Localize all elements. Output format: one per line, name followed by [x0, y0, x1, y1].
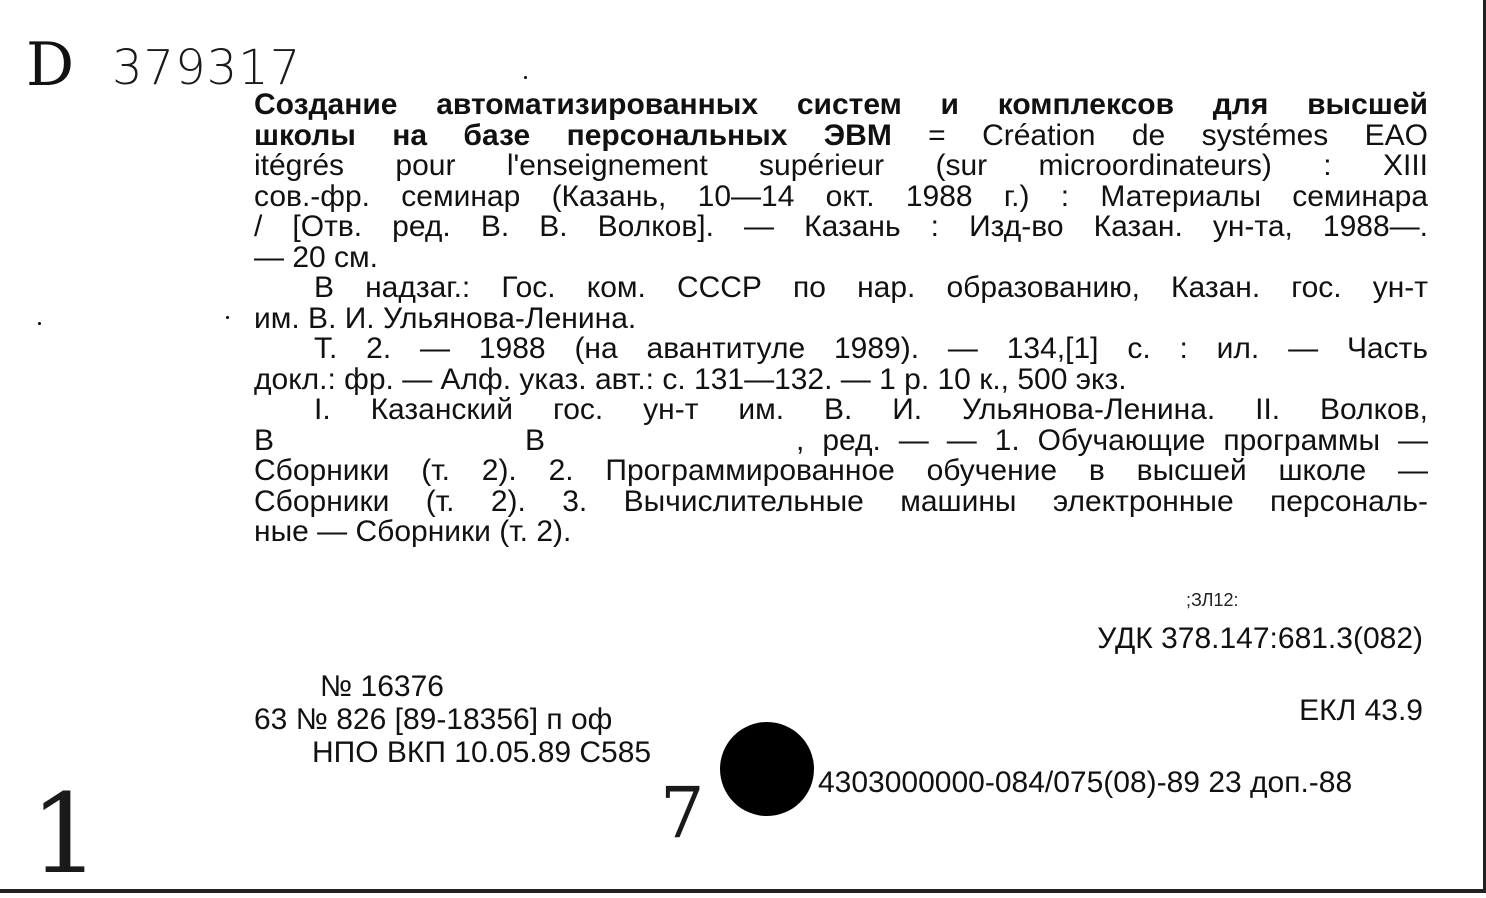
inventory-number: № 16376	[320, 670, 444, 703]
bibliographic-description	[254, 90, 1428, 548]
tracing-line-3: Сборники (т. 2). 2. Программированное обучение в высшей школе —	[254, 454, 1428, 487]
desc-line-4: сов.-фр. семинар (Казань, 10—14 окт. 1988 г.) : Материалы семинара	[254, 179, 1428, 213]
udk-code: УДК 378.147:681.3(082)	[1097, 622, 1423, 655]
ekl-code: ЕКЛ 43.9	[1299, 694, 1423, 727]
call-prefix: D	[26, 30, 75, 100]
desc-line-6: — 20 см.	[254, 240, 378, 274]
publisher-code: НПО ВКП 10.05.89 С585	[312, 736, 652, 769]
desc-line-3: itégrés pour l'enseignement supérieur (sur microordinateurs) : XIII	[254, 149, 1428, 182]
speck	[524, 76, 527, 79]
punch-hole	[720, 722, 814, 816]
note-line-2: им. В. И. Ульянова-Ленина.	[254, 301, 637, 335]
handwritten-one: 1	[30, 770, 100, 898]
tracing-line-5: ные — Сборники (т. 2).	[254, 515, 572, 548]
handwritten-mark: ;ЗЛ12:	[1186, 590, 1239, 610]
tracing-line-4: Сборники (т. 2). 3. Вычислительные машины электронные персональ-	[254, 484, 1428, 518]
tracing-line-1: I. Казанский гос. ун-т им. В. И. Ульянова-Ленина. II. Волков,	[314, 393, 1428, 426]
volume-line-2: докл.: фр. — Алф. указ. авт.: с. 131—132. — 1 р. 10 к., 500 экз.	[254, 362, 1127, 396]
speck	[38, 322, 41, 325]
volume-line-1: Т. 2. — 1988 (на авантитуле 1989). — 134,[1] с. : ил. — Часть	[314, 332, 1428, 365]
desc-line-1: Создание автоматизированных систем и комплексов для высшей	[254, 88, 1428, 121]
isbn-code: 4303000000-084/075(08)-89 23 доп.-88	[818, 766, 1353, 799]
tracing-line-2: В В , ред. — — 1. Обучающие программы —	[254, 423, 1428, 457]
note-line-1: В надзаг.: Гос. ком. СССР по нар. образованию, Казан. гос. ун-т	[314, 271, 1428, 304]
handwritten-seven: 7	[660, 772, 705, 854]
speck	[226, 316, 229, 319]
desc-line-5: / [Отв. ред. В. В. Волков]. — Казань : Изд-во Казан. ун-та, 1988—.	[254, 210, 1428, 243]
call-number: 379317	[112, 40, 302, 96]
desc-line-2: школы на базе персональных ЭВМ = Création de systémes EAO	[254, 118, 1428, 152]
order-number: 63 № 826 [89-18356] п оф	[254, 703, 613, 736]
